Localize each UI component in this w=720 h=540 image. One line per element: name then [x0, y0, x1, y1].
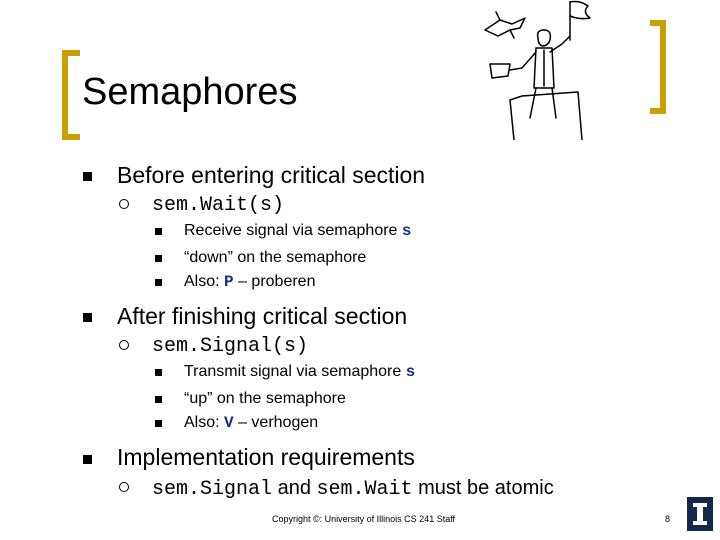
title-left-bracket — [62, 50, 80, 140]
code-sem-wait: sem.Wait(s) — [152, 194, 285, 217]
bullet-small-square-icon — [155, 420, 162, 427]
code-sem-signal: sem.Signal — [152, 478, 273, 501]
code-p: P — [224, 273, 234, 291]
receive-signal-text: Receive signal via semaphore — [184, 222, 402, 239]
bullet-transmit-signal — [184, 363, 415, 381]
bullet-down-semaphore: “down” on the semaphore — [184, 249, 367, 266]
code-v: V — [224, 414, 234, 432]
bullet-small-square-icon — [155, 279, 162, 286]
bullet-circle-icon — [119, 199, 129, 209]
slide-title: Semaphores — [82, 71, 298, 113]
bullet-receive-signal — [184, 222, 412, 240]
bullet-circle-icon — [119, 482, 129, 492]
bullet-square-icon — [83, 455, 92, 464]
also-prefix: Also: — [184, 273, 225, 290]
bullet-square-icon — [83, 172, 92, 181]
proberen-suffix: – proberen — [233, 273, 316, 290]
also-prefix: Also: — [184, 414, 225, 431]
verhogen-suffix: – verhogen — [233, 414, 319, 431]
bullet-small-square-icon — [155, 396, 162, 403]
bullet-up-semaphore: “up” on the semaphore — [184, 390, 346, 407]
bullet-before-critical: Before entering critical section — [117, 162, 426, 188]
bullet-also-p — [184, 273, 315, 291]
atomic-requirement — [152, 477, 554, 501]
title-right-bracket — [650, 20, 666, 114]
semaphore-var-s: s — [405, 363, 416, 381]
flag-man-illustration — [470, 0, 620, 140]
bullet-implementation-requirements: Implementation requirements — [117, 444, 415, 470]
bullet-small-square-icon — [155, 228, 162, 235]
bullet-small-square-icon — [155, 255, 162, 262]
illinois-logo-icon — [687, 497, 713, 531]
semaphore-var-s: s — [401, 222, 412, 240]
copyright-footer: Copyright ©: University of Illinois CS 241 Staff — [272, 514, 456, 524]
and-text: and — [272, 477, 317, 499]
code-sem-wait: sem.Wait — [316, 478, 413, 501]
bullet-small-square-icon — [155, 369, 162, 376]
page-number: 8 — [665, 514, 671, 524]
must-be-atomic-text: must be atomic — [412, 477, 554, 499]
bullet-also-v — [184, 414, 318, 432]
code-sem-signal: sem.Signal(s) — [152, 335, 309, 358]
bullet-circle-icon — [119, 340, 129, 350]
transmit-signal-text: Transmit signal via semaphore — [184, 363, 406, 380]
bullet-after-critical: After finishing critical section — [117, 303, 408, 329]
bullet-square-icon — [83, 313, 92, 322]
